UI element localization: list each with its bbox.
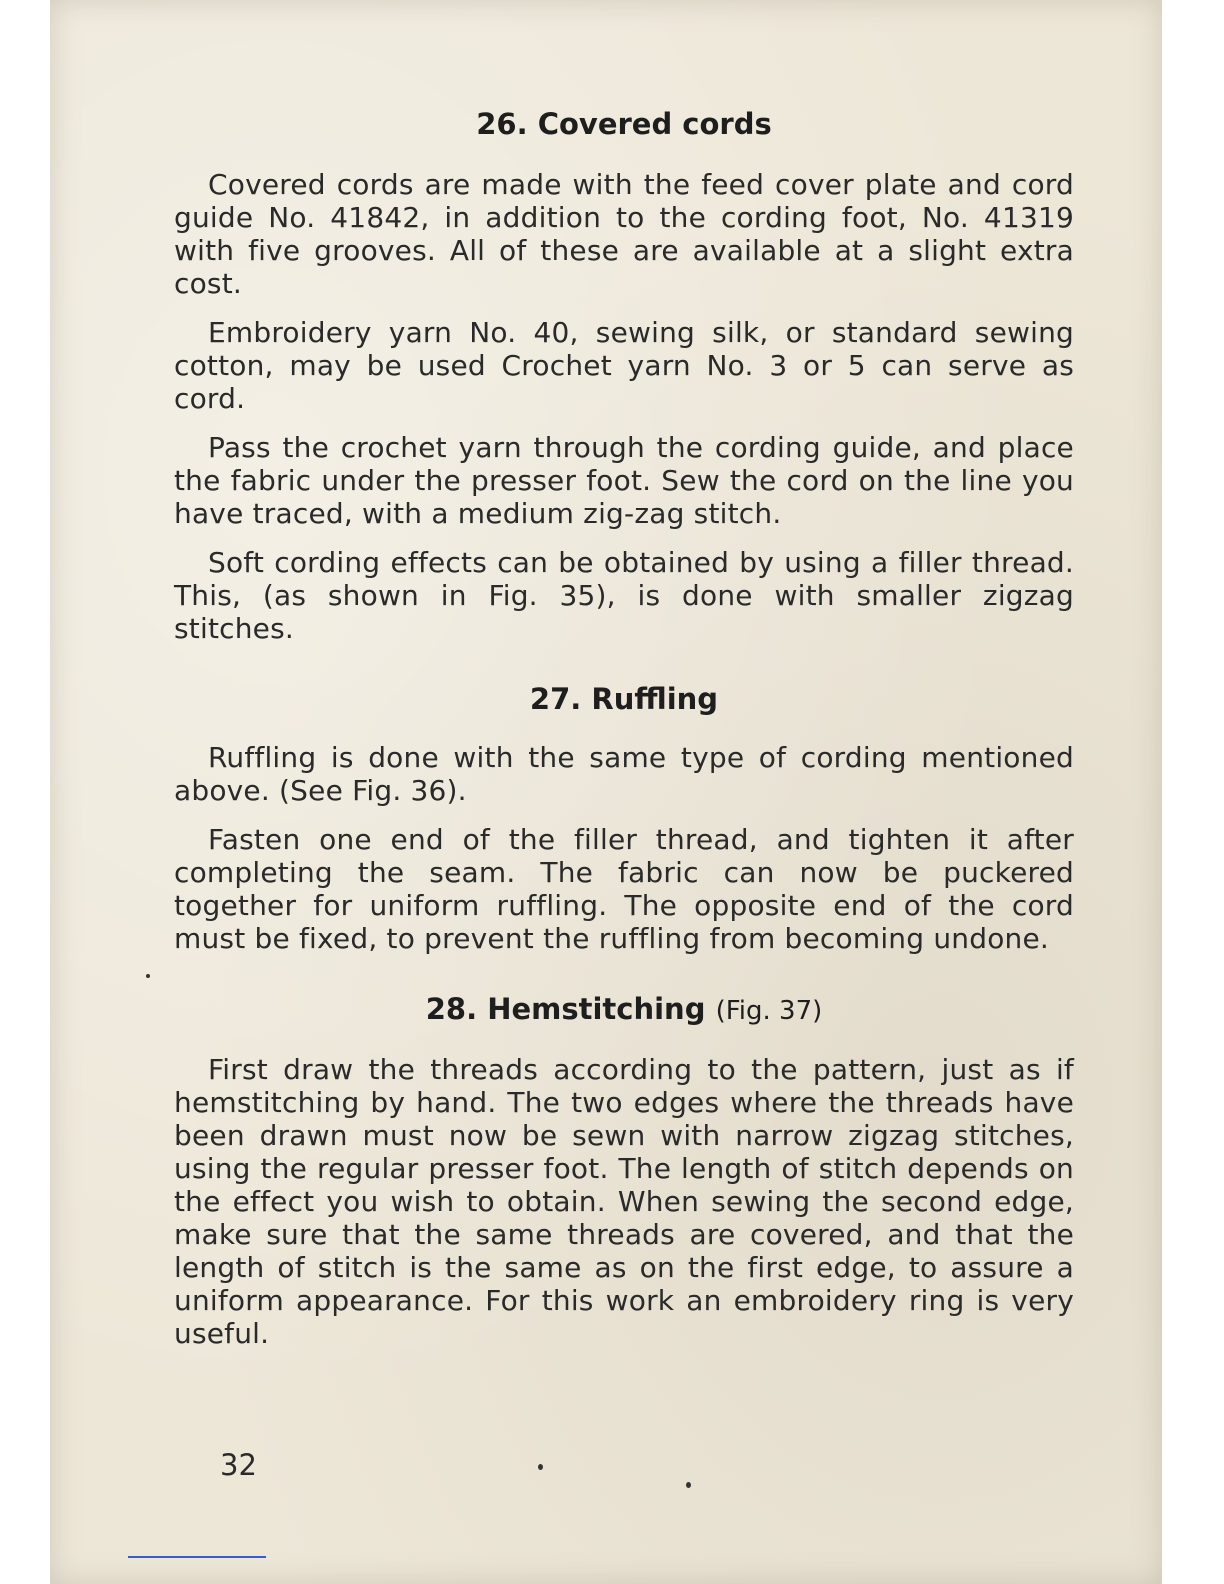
figure-reference: (Fig. 37) (715, 996, 823, 1026)
section-title-covered-cords: 26. Covered cords (476, 107, 772, 141)
section-title-ruffling: 27. Ruffling (529, 682, 719, 716)
paragraph: Soft cording effects can be obtained by using a filler thread. This, (as shown in Fig. 35), is done with smaller zigzag stitches. (174, 546, 1074, 645)
paragraph: First draw the threads according to the pattern, just as if hemstitching by hand. The two edges where the threads have been drawn must now be sewn with narrow zigzag stitches, using the regular presser foot. The length of stitch depends on the effect you wish to obtain. When sewing the second edge, make sure that the same threads are covered, and that the length of stitch is the same as on the first edge, to assure a uniform appearance. For this work an embroidery ring is very useful. (174, 1053, 1074, 1350)
paragraph: Embroidery yarn No. 40, sewing silk, or standard sewing cotton, may be used Crochet yarn No. 3 or 5 can serve as cord. (174, 316, 1074, 415)
paragraph: Fasten one end of the filler thread, and tighten it after completing the seam. The fabric can now be puckered together for uniform ruffling. The opposite end of the cord must be fixed, to prevent the ruffling from becoming undone. (174, 823, 1074, 955)
paragraph: Ruffling is done with the same type of cording mentioned above. (See Fig. 36). (174, 741, 1074, 807)
print-speck (146, 974, 150, 978)
page-content (174, 100, 1074, 1366)
print-speck (686, 1482, 691, 1488)
paragraph: Pass the crochet yarn through the cording guide, and place the fabric under the presser foot. Sew the cord on the line you have traced, with a medium zig-zag stitch. (174, 431, 1074, 530)
book-page (50, 0, 1162, 1584)
page-number: 32 (220, 1448, 257, 1482)
edge-line (128, 1556, 266, 1558)
section-title-hemstitching: 28. Hemstitching (Fig. 37) (425, 992, 823, 1026)
print-speck (538, 1464, 543, 1470)
paragraph: Covered cords are made with the feed cover plate and cord guide No. 41842, in addition to the cording foot, No. 41319 with five grooves. All of these are available at a slight extra cost. (174, 168, 1074, 300)
